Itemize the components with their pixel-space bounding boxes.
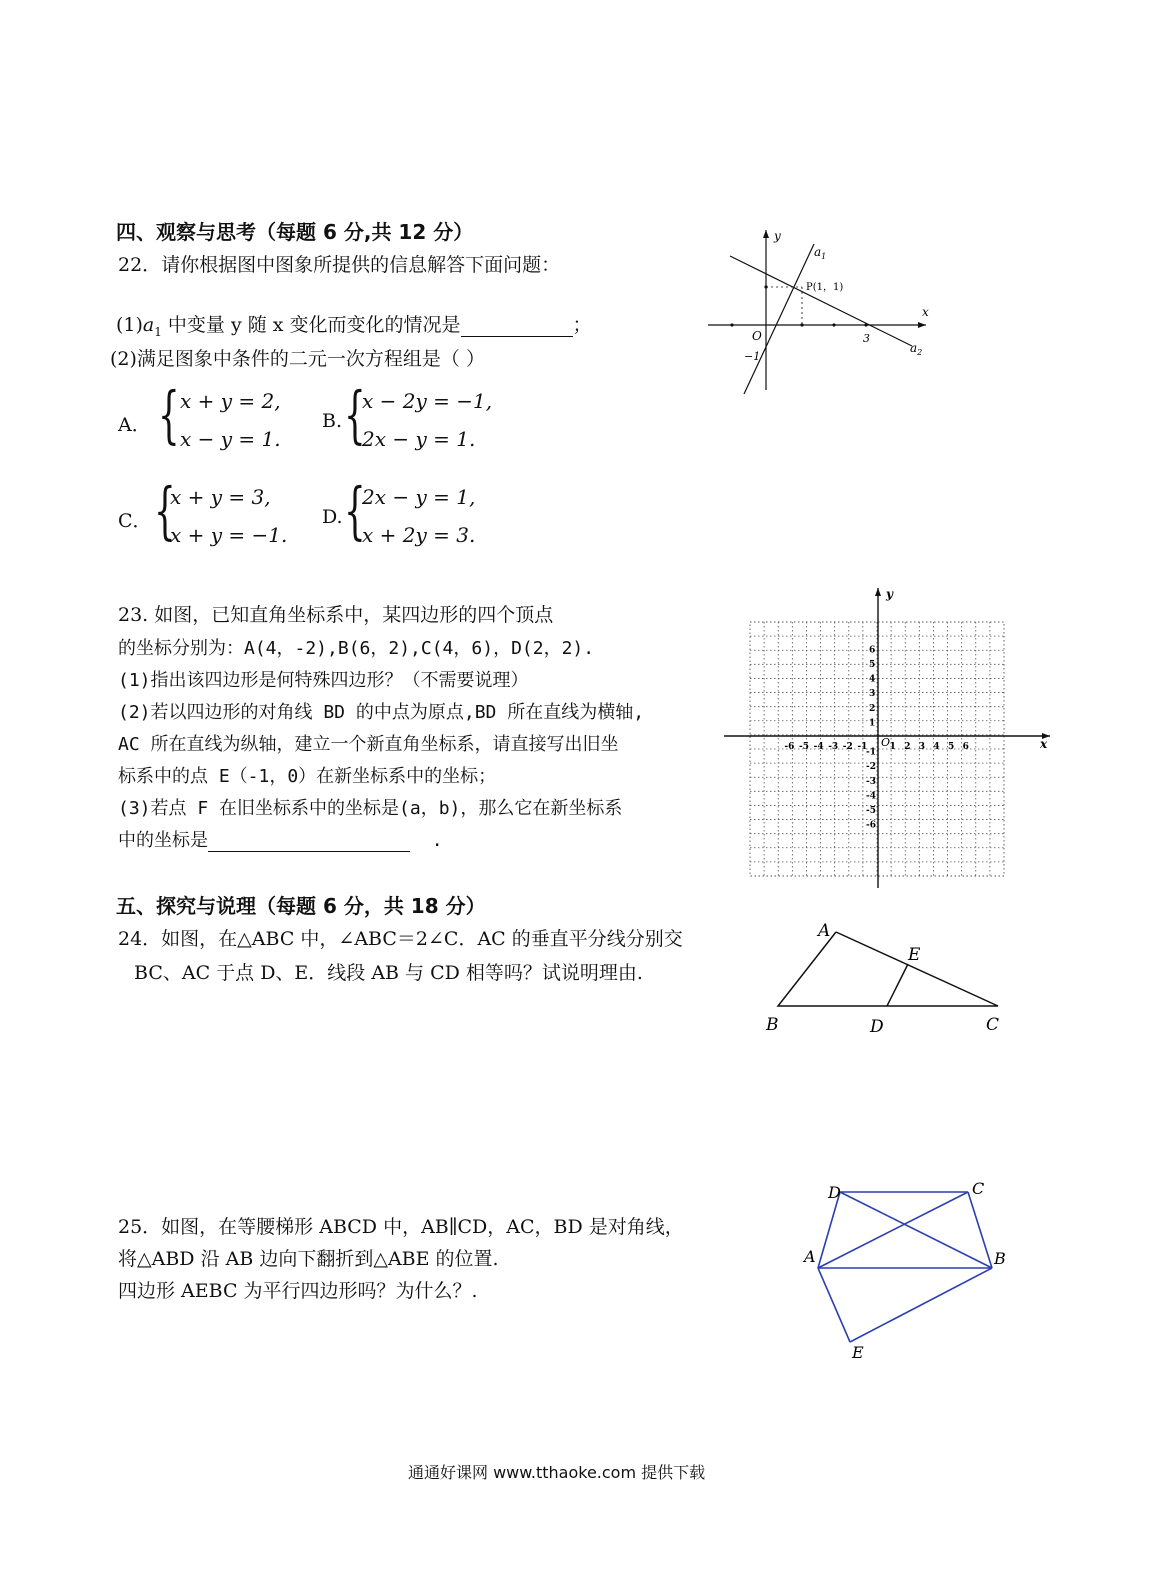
q25-line2: 将△ABD 沿 AB 边向下翻折到△ABE 的位置.: [118, 1248, 499, 1270]
q22-x-label: x: [922, 305, 929, 319]
y-tick-label: 3: [869, 689, 876, 700]
q23-y-label: y: [886, 587, 893, 601]
q24-line2: BC、AC 于点 D、E．线段 AB 与 CD 相等吗？试说明理由.: [134, 962, 643, 984]
q23-line5: AC 所在直线为纵轴，建立一个新直角坐标系，请直接写出旧坐: [118, 734, 619, 755]
q23-answer-blank[interactable]: [208, 830, 410, 852]
y-tick-label: 1: [869, 718, 876, 729]
q22-y-label: y: [774, 229, 781, 243]
x-tick-label: -3: [828, 742, 839, 752]
q23-origin-label: O: [881, 736, 891, 749]
q25-segment-eb: [850, 1268, 992, 1342]
x-tick-label: 5: [948, 742, 955, 752]
q23-line8-end: .: [431, 830, 443, 851]
q23-line2: 的坐标分别为：A(4，-2),B(6，2),C(4，6)，D(2，2).: [118, 638, 595, 659]
q23-grid-figure: [720, 578, 1060, 890]
q22-stem: 22．请你根据图中图象所提供的信息解答下面问题：: [118, 254, 561, 276]
q22-y-arrow-icon: [763, 230, 769, 238]
q25-diagonal-ac: [818, 1192, 968, 1268]
q22-tick-3: 3: [863, 332, 870, 345]
q24-bisector: [887, 964, 908, 1006]
q25-trapezoid-figure: [796, 1172, 1026, 1368]
option-a-brace: {: [158, 378, 180, 451]
q22-part1-text: 中变量 y 随 x 变化而变化的情况是: [161, 314, 461, 336]
section-4-title: 四、观察与思考（每题 6 分,共 12 分）: [116, 220, 474, 244]
q25-segment-ae: [818, 1268, 850, 1342]
q25-label-e: E: [852, 1343, 864, 1362]
option-d-label: D.: [322, 506, 343, 528]
option-d-brace: {: [344, 474, 366, 547]
q24-label-d: D: [870, 1017, 884, 1037]
q22-tick-dot: [730, 323, 733, 326]
q24-triangle: [778, 932, 998, 1006]
q22-a2-label: $a_2$: [910, 341, 923, 357]
q22-a1-label: $a_1$: [814, 245, 827, 261]
q24-label-c: C: [986, 1015, 1000, 1035]
q22-graph: [700, 212, 940, 398]
q24-label-a: A: [818, 921, 831, 941]
x-tick-label: 3: [918, 742, 926, 752]
q23-line6: 标系中的点 E（-1，0）在新坐标系中的坐标；: [118, 766, 497, 787]
option-c-eq1: x + y = 3,: [170, 485, 271, 509]
q23-line3: (1)指出该四边形是何特殊四边形？（不需要说理）: [118, 670, 529, 691]
q25-line3: 四边形 AEBC 为平行四边形吗？为什么？.: [118, 1280, 478, 1302]
y-tick-label: -2: [866, 762, 876, 773]
x-tick-label: 4: [933, 742, 940, 752]
q23-x-label: x: [1040, 737, 1048, 751]
option-a-label: A．: [118, 414, 151, 436]
q22-line-a1: [744, 244, 814, 394]
q24-label-b: B: [766, 1015, 779, 1035]
q22-tick-dot: [864, 323, 867, 326]
q23-line8-text: 中的坐标是: [118, 830, 208, 851]
y-tick-label: -5: [866, 806, 876, 816]
q22-origin-label: O: [752, 329, 762, 343]
q23-line8: [118, 826, 443, 852]
option-a-eq2: x − y = 1.: [180, 427, 281, 451]
q24-line1: 24．如图，在△ABC 中，∠ABC＝2∠C．AC 的垂直平分线分别交: [118, 928, 683, 950]
y-tick-label: 4: [869, 674, 876, 685]
option-b-eq1: x − 2y = −1,: [362, 389, 493, 413]
q22-answer-blank[interactable]: [461, 314, 573, 337]
q22-tick-dot: [800, 323, 803, 326]
q22-part1: [116, 310, 592, 339]
q23-line4: (2)若以四边形的对角线 BD 的中点为原点,BD 所在直线为横轴,: [118, 702, 645, 723]
y-tick-label: -6: [866, 820, 876, 831]
q22-tick-neg1: −1: [744, 350, 761, 363]
q22-tick-dot: [832, 323, 835, 326]
section-5-title: 五、探究与说理（每题 6 分，共 18 分）: [116, 894, 486, 918]
q25-label-c: C: [972, 1179, 985, 1198]
x-tick-label: -1: [857, 742, 868, 752]
q22-part1-var: a: [142, 314, 155, 336]
x-tick-label: -2: [842, 742, 853, 752]
y-tick-label: -3: [866, 776, 876, 787]
q22-part2: (2)满足图象中条件的二元一次方程组是（ ）: [110, 348, 485, 370]
option-b-label: B.: [322, 410, 343, 432]
x-tick-label: -4: [813, 742, 824, 752]
x-tick-label: 6: [962, 742, 969, 752]
q24-label-e: E: [908, 945, 921, 965]
q22-part1-prefix: (1): [116, 314, 143, 336]
option-c-brace: {: [154, 474, 176, 547]
q22-point-label: P(1，1): [806, 282, 844, 293]
y-tick-label: 6: [869, 645, 876, 656]
x-tick-label: -6: [784, 742, 795, 752]
x-tick-label: -5: [799, 742, 809, 752]
q25-label-d: D: [828, 1183, 841, 1202]
q23-y-arrow-icon: [875, 588, 881, 596]
y-tick-label: -4: [866, 791, 876, 802]
q24-triangle-figure: [760, 918, 1020, 1044]
y-tick-label: -1: [866, 747, 876, 758]
q25-label-a: A: [804, 1247, 816, 1266]
q22-tick-dot: [764, 285, 767, 288]
option-d-eq1: 2x − y = 1,: [362, 485, 476, 509]
q22-x-arrow-icon: [918, 322, 926, 328]
q25-line1: 25．如图，在等腰梯形 ABCD 中，AB∥CD，AC，BD 是对角线，: [118, 1216, 684, 1238]
q25-segment-bc: [968, 1192, 992, 1268]
page-footer: 通通好课网 www.tthaoke.com 提供下载: [408, 1463, 706, 1482]
q23-y-ticks: [866, 645, 876, 830]
option-b-eq2: 2x − y = 1.: [362, 427, 476, 451]
option-b-brace: {: [344, 378, 366, 451]
option-a-eq1: x + y = 2,: [180, 389, 281, 413]
q22-part1-end: ；: [572, 314, 592, 336]
q25-diagonal-bd: [840, 1192, 992, 1268]
y-tick-label: 2: [869, 703, 876, 714]
y-tick-label: 5: [869, 660, 876, 670]
x-tick-label: 1: [889, 742, 896, 752]
x-tick-label: 2: [904, 742, 911, 752]
q25-label-b: B: [994, 1249, 1006, 1268]
q23-line7: (3)若点 F 在旧坐标系中的坐标是(a，b)，那么它在新坐标系: [118, 798, 623, 819]
option-c-label: C．: [118, 510, 152, 532]
q25-segment-ad: [818, 1192, 840, 1268]
option-c-eq2: x + y = −1.: [170, 523, 288, 547]
q22-part1-sub: 1: [154, 324, 162, 339]
option-d-eq2: x + 2y = 3.: [362, 523, 476, 547]
q23-line1: 23. 如图，已知直角坐标系中，某四边形的四个顶点: [118, 604, 554, 626]
